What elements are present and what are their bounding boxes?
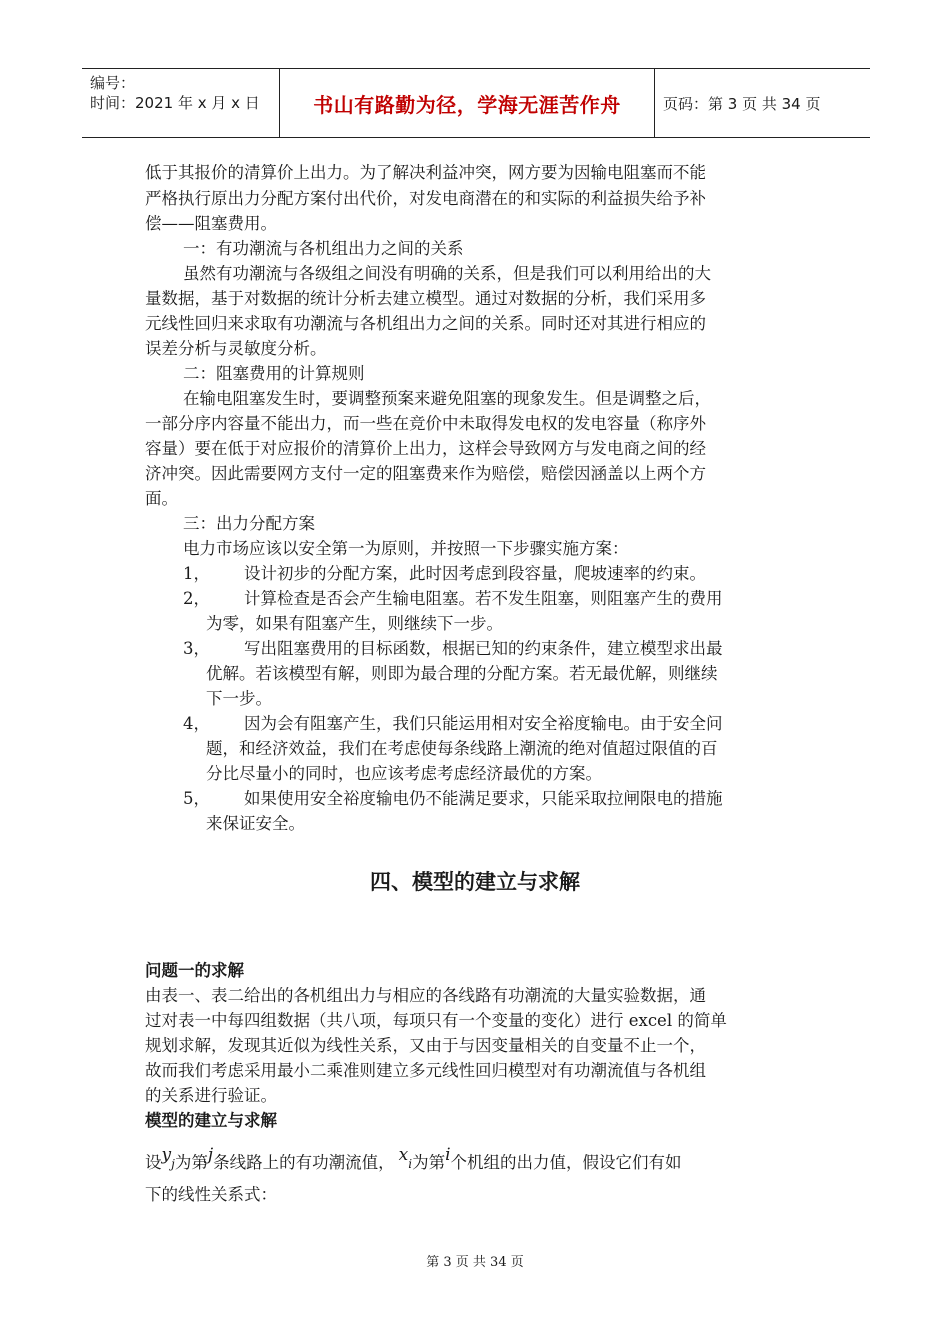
paragraph-line: 面。 xyxy=(145,489,178,508)
text-fragment: 为第 xyxy=(174,1153,208,1172)
step-text: 如果使用安全裕度输电仍不能满足要求，只能采取拉闸限电的措施 xyxy=(244,789,723,808)
section3-heading: 三：出力分配方案 xyxy=(183,514,315,533)
subscript-j: j xyxy=(171,1157,175,1171)
step-text: 为零，如果有阻塞产生，则继续下一步。 xyxy=(206,614,503,633)
var-y: y xyxy=(161,1145,172,1165)
paragraph-line: 元线性回归来求取有功潮流与各机组出力之间的关系。同时还对其进行相应的 xyxy=(145,314,706,333)
step-number: 4， xyxy=(183,714,210,733)
problem1-heading: 问题一的求解 xyxy=(145,961,244,980)
paragraph-line: 规划求解，发现其近似为线性关系，又由于与因变量相关的自变量不止一个， xyxy=(145,1036,706,1055)
section3-intro: 电力市场应该以安全第一为原则，并按照一下步骤实施方案： xyxy=(183,539,629,558)
text-fragment: 条线路上的有功潮流值， xyxy=(213,1153,395,1172)
step-text: 计算检查是否会产生输电阻塞。若不发生阻塞，则阻塞产生的费用 xyxy=(244,589,723,608)
chapter-title: 四、模型的建立与求解 xyxy=(370,870,580,894)
step-text: 分比尽量小的同时，也应该考虑考虑经济最优的方案。 xyxy=(206,764,602,783)
page-header xyxy=(82,68,870,138)
header-number-label: 编号： xyxy=(90,74,136,92)
paragraph-line: 虽然有功潮流与各级组之间没有明确的关系，但是我们可以利用给出的大 xyxy=(183,264,711,283)
paragraph-line: 过对表一中每四组数据（共八项，每项只有一个变量的变化）进行 excel 的简单 xyxy=(145,1011,727,1030)
paragraph-line: 的关系进行验证。 xyxy=(145,1086,277,1105)
paragraph-line: 故而我们考虑采用最小二乘准则建立多元线性回归模型对有功潮流值与各机组 xyxy=(145,1061,706,1080)
step-text: 设计初步的分配方案，此时因考虑到段容量，爬坡速率的约束。 xyxy=(244,564,706,583)
var-x: x xyxy=(398,1145,409,1165)
subscript-i: i xyxy=(408,1157,413,1171)
paragraph-line: 量数据，基于对数据的统计分析去建立模型。通过对数据的分析，我们采用多 xyxy=(145,289,706,308)
model-line-2: 下的线性关系式： xyxy=(145,1185,277,1204)
var-i: i xyxy=(445,1145,451,1165)
text-fragment: 个机组的出力值，假设它们有如 xyxy=(450,1153,682,1172)
paragraph-line: 误差分析与灵敏度分析。 xyxy=(145,339,327,358)
page-footer: 第 3 页 共 34 页 xyxy=(426,1255,524,1270)
header-date-label: 时间：2021 年 x 月 x 日 xyxy=(90,94,260,112)
step-text: 写出阻塞费用的目标函数，根据已知的约束条件，建立模型求出最 xyxy=(244,639,723,658)
step-text: 来保证安全。 xyxy=(206,814,305,833)
step-text: 优解。若该模型有解，则即为最合理的分配方案。若无最优解，则继续 xyxy=(206,664,718,683)
section2-heading: 二：阻塞费用的计算规则 xyxy=(183,364,365,383)
paragraph-line: 一部分序内容量不能出力，而一些在竞价中未取得发电权的发电容量（称序外 xyxy=(145,414,706,433)
step-number: 1， xyxy=(183,564,210,583)
model-definition-line xyxy=(145,1145,682,1177)
section1-heading: 一：有功潮流与各机组出力之间的关系 xyxy=(183,239,464,258)
text-fragment: 设 xyxy=(145,1153,162,1172)
paragraph-line: 容量）要在低于对应报价的清算价上出力，这样会导致网方与发电商之间的经 xyxy=(145,439,706,458)
paragraph-line: 在输电阻塞发生时，要调整预案来避免阻塞的现象发生。但是调整之后， xyxy=(183,389,711,408)
step-number: 2， xyxy=(183,589,210,608)
var-j: j xyxy=(207,1145,214,1165)
intro-line: 严格执行原出力分配方案付出代价，对发电商潜在的和实际的利益损失给予补 xyxy=(145,189,706,208)
step-number: 3， xyxy=(183,639,210,658)
intro-line: 偿——阻塞费用。 xyxy=(145,214,277,233)
step-number: 5， xyxy=(183,789,210,808)
paragraph-line: 济冲突。因此需要网方支付一定的阻塞费来作为赔偿，赔偿因涵盖以上两个方 xyxy=(145,464,706,483)
intro-line: 低于其报价的清算价上出力。为了解决利益冲突，网方要为因输电阻塞而不能 xyxy=(145,163,706,182)
header-motto: 书山有路勤为径，学海无涯苦作舟 xyxy=(280,69,655,137)
header-page-label: 页码：第 3 页 共 34 页 xyxy=(663,94,821,113)
step-text: 因为会有阻塞产生，我们只能运用相对安全裕度输电。由于安全问 xyxy=(244,714,723,733)
model-heading: 模型的建立与求解 xyxy=(145,1111,277,1130)
header-left-cell xyxy=(82,69,280,137)
step-text: 题，和经济效益，我们在考虑使每条线路上潮流的绝对值超过限值的百 xyxy=(206,739,718,758)
paragraph-line: 由表一、表二给出的各机组出力与相应的各线路有功潮流的大量实验数据，通 xyxy=(145,986,706,1005)
step-text: 下一步。 xyxy=(206,689,272,708)
text-fragment: 为第 xyxy=(412,1153,446,1172)
